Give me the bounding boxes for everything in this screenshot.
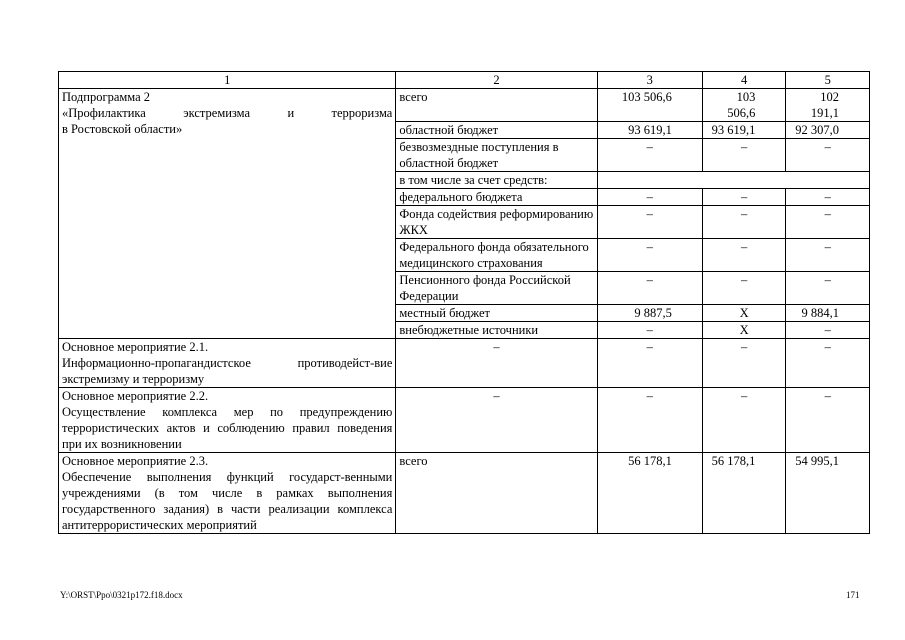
row-value: 102 191,1: [786, 89, 870, 122]
row-value: –: [702, 206, 786, 239]
row-label: федерального бюджета: [396, 189, 597, 206]
row-label: всего: [396, 89, 597, 122]
row-value: –: [786, 239, 870, 272]
row-value: –: [786, 339, 870, 388]
measure-title: Основное мероприятие 2.2.: [62, 389, 209, 403]
table-row: [59, 339, 870, 388]
measure-cell: [59, 339, 396, 388]
footer-file-path: Y:\ORST\Ppo\0321p172.f18.docx: [60, 590, 183, 600]
subprogram-word: терроризма: [331, 106, 393, 120]
measure-text: Обеспечение выполнения функций государст-венными учреждениями (в том числе в рамках выполнения государственного задания) в части реализации комплекса антитеррористических мероприятий: [62, 470, 393, 532]
table-row: [59, 453, 870, 534]
row-value: 103 506,6: [702, 89, 786, 122]
row-value: –: [597, 322, 702, 339]
row-value: –: [597, 239, 702, 272]
header-cell: 3: [597, 72, 702, 89]
subprogram-word: экстремизма: [183, 106, 251, 120]
row-label: Федерального фонда обязательного медицинского страхования: [396, 239, 597, 272]
row-value: –: [786, 189, 870, 206]
row-label: внебюджетные источники: [396, 322, 597, 339]
table-header-row: [59, 72, 870, 89]
header-cell: 1: [59, 72, 396, 89]
row-value: –: [597, 189, 702, 206]
measure-text: Информационно-пропагандистское противодейст-вие экстремизму и терроризму: [62, 356, 393, 386]
row-label: Фонда содействия реформированию ЖКХ: [396, 206, 597, 239]
measure-cell: [59, 453, 396, 534]
row-label: областной бюджет: [396, 122, 597, 139]
row-value: 56 178,1: [597, 453, 702, 534]
measure-title: Основное мероприятие 2.3.: [62, 454, 209, 468]
table-row: [59, 89, 870, 122]
row-value: 93 619,1: [702, 122, 786, 139]
row-label: Пенсионного фонда Российской Федерации: [396, 272, 597, 305]
row-value-empty: [597, 172, 869, 189]
table-row: [59, 388, 870, 453]
header-cell: 4: [702, 72, 786, 89]
row-value: –: [786, 322, 870, 339]
row-value: –: [786, 272, 870, 305]
row-value: –: [597, 339, 702, 388]
row-value: –: [597, 139, 702, 172]
subprogram-cell: [59, 89, 396, 339]
row-value: –: [702, 189, 786, 206]
measure-text: Осуществление комплекса мер по предупреждению террористических актов и соблюдению правил поведения при их возникновении: [62, 405, 393, 451]
row-value: –: [786, 139, 870, 172]
row-value: 92 307,0: [786, 122, 870, 139]
subprogram-name-line: [62, 105, 392, 121]
row-value: 9 887,5: [597, 305, 702, 322]
row-value: –: [702, 339, 786, 388]
budget-table: [58, 71, 870, 534]
measure-col2: –: [396, 339, 597, 388]
subprogram-word: и: [287, 106, 295, 120]
row-value: –: [597, 272, 702, 305]
measure-col2: всего: [396, 453, 597, 534]
row-value: 9 884,1: [786, 305, 870, 322]
row-label: местный бюджет: [396, 305, 597, 322]
row-value: 93 619,1: [597, 122, 702, 139]
row-value: –: [702, 272, 786, 305]
row-value: Х: [702, 322, 786, 339]
measure-title: Основное мероприятие 2.1.: [62, 340, 209, 354]
row-value: –: [702, 388, 786, 453]
row-value: 103 506,6: [597, 89, 702, 122]
row-value: –: [597, 206, 702, 239]
row-value: Х: [702, 305, 786, 322]
header-cell: 5: [786, 72, 870, 89]
header-cell: 2: [396, 72, 597, 89]
page-number: 171: [846, 590, 860, 600]
row-value: 54 995,1: [786, 453, 870, 534]
row-value: 56 178,1: [702, 453, 786, 534]
subprogram-word: «Профилактика: [62, 106, 146, 120]
measure-col2: –: [396, 388, 597, 453]
row-value: –: [786, 388, 870, 453]
subprogram-region: в Ростовской области»: [62, 122, 183, 136]
row-value: –: [702, 139, 786, 172]
row-value: –: [702, 239, 786, 272]
subprogram-title: Подпрограмма 2: [62, 90, 151, 104]
measure-cell: [59, 388, 396, 453]
row-value: –: [786, 206, 870, 239]
row-label: в том числе за счет средств:: [396, 172, 597, 189]
row-value: –: [597, 388, 702, 453]
row-label: безвозмездные поступления в областной бюджет: [396, 139, 597, 172]
